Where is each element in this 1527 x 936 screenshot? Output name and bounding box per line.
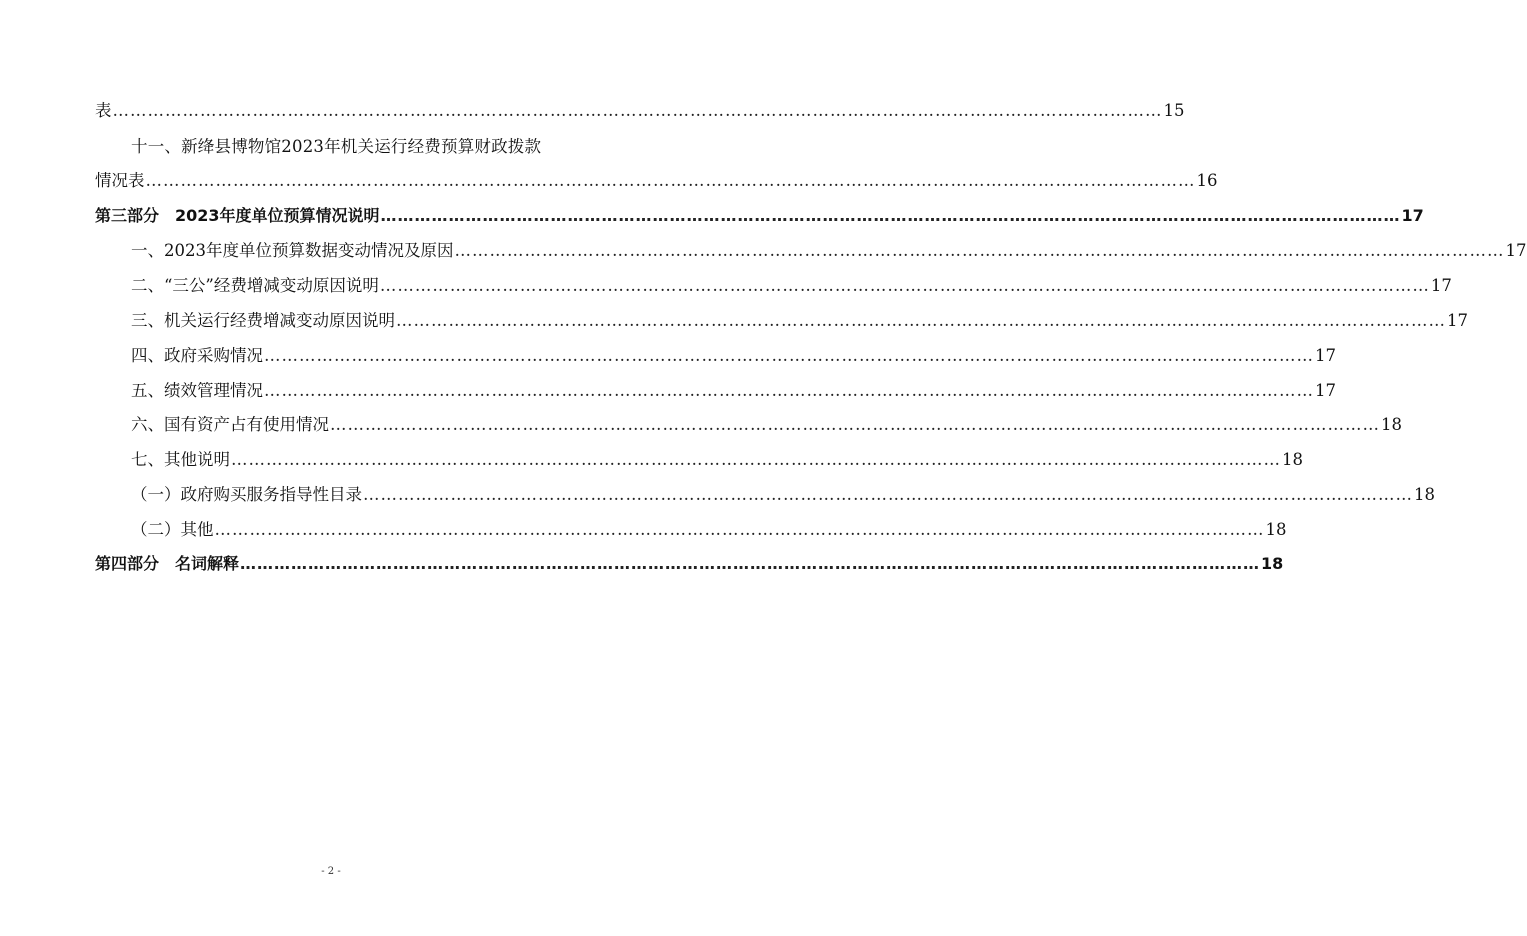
toc-entry[interactable] bbox=[131, 343, 1336, 369]
toc-entry-label: 四、政府采购情况 bbox=[131, 346, 263, 365]
toc-entry[interactable] bbox=[131, 517, 1287, 543]
toc-entry-label: 六、国有资产占有使用情况 bbox=[131, 415, 329, 434]
toc-entry-page: 18 bbox=[1381, 415, 1402, 434]
toc-leader-dots: ……………………………………………………………………………………………………………………………………………………………… bbox=[330, 415, 1380, 434]
toc-entry-label: （一）政府购买服务指导性目录 bbox=[131, 485, 362, 504]
toc-entry[interactable] bbox=[131, 308, 1468, 334]
toc-entry-page: 18 bbox=[1282, 450, 1303, 469]
toc-entry-label: （二）其他 bbox=[131, 520, 214, 539]
toc-leader-dots: ……………………………………………………………………………………………………………………………………………………………… bbox=[264, 346, 1314, 365]
toc-entry-label: 一、2023年度单位预算数据变动情况及原因 bbox=[131, 241, 454, 260]
toc-entry-page: 17 bbox=[1505, 241, 1527, 260]
toc-leader-dots: ……………………………………………………………………………………………………………………………………………………………… bbox=[214, 520, 1265, 539]
toc-entry[interactable] bbox=[95, 168, 1218, 194]
toc-entry-page: 17 bbox=[1401, 206, 1424, 225]
toc-leader-dots: ……………………………………………………………………………………………………………………………………………………………… bbox=[264, 381, 1314, 400]
toc-leader-dots: ……………………………………………………………………………………………………………………………………………………………… bbox=[231, 450, 1281, 469]
toc-entry-page: 17 bbox=[1430, 276, 1452, 295]
toc-entry-page: 17 bbox=[1315, 346, 1336, 365]
toc-entry-page: 15 bbox=[1163, 101, 1185, 120]
toc-entry-label: 表 bbox=[95, 101, 112, 120]
toc-leader-dots: ……………………………………………………………………………………………………………………………………………………………… bbox=[240, 554, 1261, 573]
toc-entry-page: 18 bbox=[1265, 520, 1287, 539]
toc-entry-label: 第四部分 名词解释 bbox=[95, 554, 240, 573]
toc-leader-dots: ……………………………………………………………………………………………………………………………………………………………… bbox=[145, 171, 1196, 190]
toc-entry-label: 二、“三公”经费增减变动原因说明 bbox=[131, 276, 379, 295]
toc-leader-dots: ……………………………………………………………………………………………………………………………………………………………… bbox=[396, 311, 1446, 330]
toc-entry[interactable] bbox=[131, 412, 1402, 438]
toc-entry-label: 七、其他说明 bbox=[131, 450, 230, 469]
toc-entry[interactable] bbox=[131, 238, 1527, 264]
toc-entry-page: 17 bbox=[1315, 381, 1336, 400]
toc-entry[interactable] bbox=[131, 482, 1435, 508]
toc-entry-page: 18 bbox=[1414, 485, 1435, 504]
toc-entry[interactable] bbox=[131, 273, 1452, 299]
toc-entry-label: 第三部分 2023年度单位预算情况说明 bbox=[95, 206, 380, 225]
toc-entry[interactable] bbox=[131, 378, 1336, 404]
toc-entry-label: 情况表 bbox=[95, 171, 145, 190]
toc-leader-dots: ……………………………………………………………………………………………………………………………………………………………… bbox=[379, 276, 1430, 295]
toc-entry-label: 十一、新绛县博物馆2023年机关运行经费预算财政拨款 bbox=[131, 137, 542, 156]
toc-leader-dots: ……………………………………………………………………………………………………………………………………………………………… bbox=[112, 101, 1163, 120]
toc-entry-page: 16 bbox=[1196, 171, 1218, 190]
toc-entry-label: 五、绩效管理情况 bbox=[131, 381, 263, 400]
toc-leader-dots: ……………………………………………………………………………………………………………………………………………………………… bbox=[380, 206, 1401, 225]
toc-entry-label: 三、机关运行经费增减变动原因说明 bbox=[131, 311, 395, 330]
toc-entry-page: 17 bbox=[1447, 311, 1468, 330]
toc-leader-dots: ……………………………………………………………………………………………………………………………………………………………… bbox=[363, 485, 1413, 504]
toc-entry-title-line[interactable] bbox=[131, 134, 541, 160]
toc-entry-page: 18 bbox=[1261, 554, 1284, 573]
toc-section-heading[interactable] bbox=[95, 203, 1424, 229]
page-number: - 2 - bbox=[321, 866, 341, 877]
toc-entry[interactable] bbox=[95, 98, 1185, 124]
toc-entry[interactable] bbox=[131, 447, 1303, 473]
toc-section-heading[interactable] bbox=[95, 551, 1284, 577]
toc-leader-dots: ……………………………………………………………………………………………………………………………………………………………… bbox=[454, 241, 1505, 260]
